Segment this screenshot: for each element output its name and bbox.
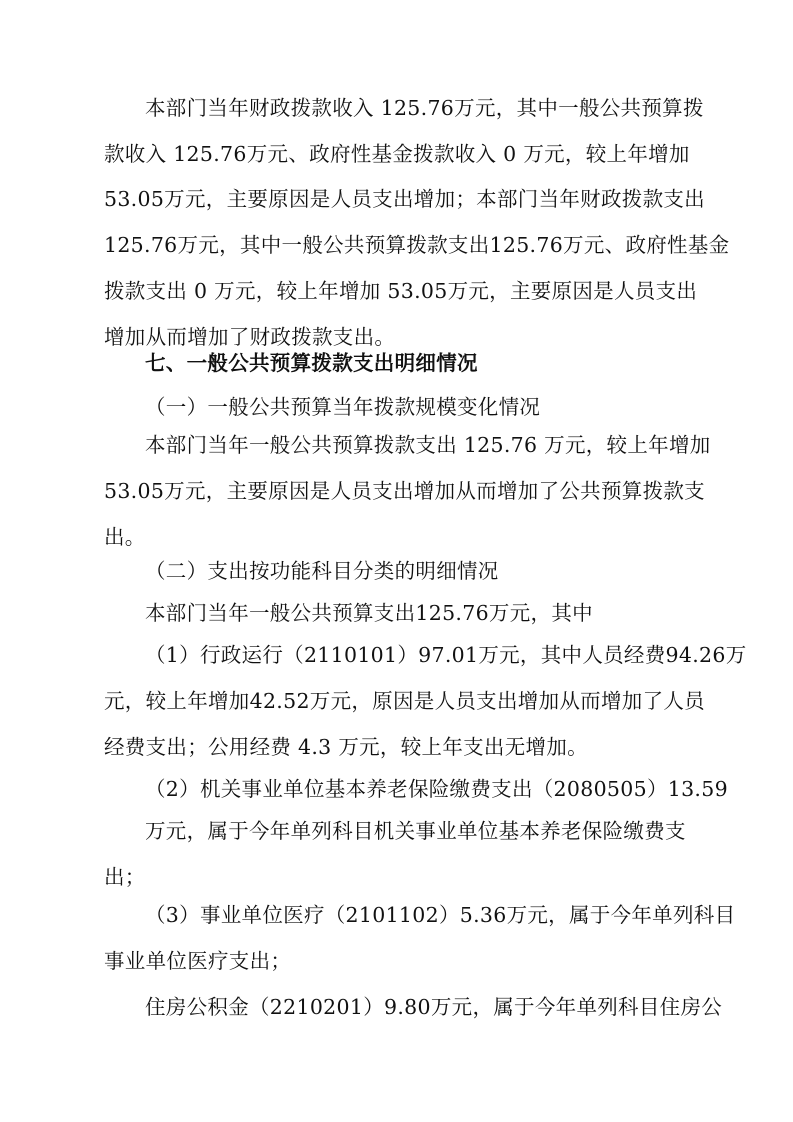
paragraph-line: 本部门当年一般公共预算拨款支出 125.76 万元，较上年增加: [145, 433, 711, 457]
paragraph-line: 53.05万元，主要原因是人员支出增加；本部门当年财政拨款支出: [104, 187, 705, 211]
paragraph-line: 款收入 125.76万元、政府性基金拨款收入 0 万元，较上年增加: [104, 142, 690, 166]
paragraph-line: （2）机关事业单位基本养老保险缴费支出（2080505）13.59: [145, 777, 728, 801]
section-heading: 七、一般公共预算拨款支出明细情况: [145, 351, 478, 375]
paragraph-line: 本部门当年一般公共预算支出125.76万元，其中: [145, 601, 593, 625]
paragraph-line: 事业单位医疗支出；: [104, 949, 292, 973]
paragraph-line: 经费支出；公用经费 4.3 万元，较上年支出无增加。: [104, 735, 588, 759]
paragraph-line: 出；: [104, 865, 146, 889]
paragraph-line: 本部门当年财政拨款收入 125.76万元，其中一般公共预算拨: [145, 96, 704, 120]
paragraph-line: 增加从而增加了财政拨款支出。: [104, 325, 396, 349]
subsection-heading: （二）支出按功能科目分类的明细情况: [145, 559, 499, 583]
paragraph-line: 万元，属于今年单列科目机关事业单位基本养老保险缴费支: [145, 819, 686, 843]
paragraph-line: 元，较上年增加42.52万元，原因是人员支出增加从而增加了人员: [104, 689, 705, 713]
paragraph-line: 出。: [104, 525, 146, 549]
paragraph-line: 125.76万元，其中一般公共预算拨款支出125.76万元、政府性基金: [104, 233, 730, 257]
paragraph-line: （1）行政运行（2110101）97.01万元，其中人员经费94.26万: [145, 643, 747, 667]
paragraph-line: 53.05万元，主要原因是人员支出增加从而增加了公共预算拨款支: [104, 479, 705, 503]
paragraph-line: （3）事业单位医疗（2101102）5.36万元，属于今年单列科目: [145, 903, 736, 927]
paragraph-line: 拨款支出 0 万元，较上年增加 53.05万元，主要原因是人员支出: [104, 279, 698, 303]
subsection-heading: （一）一般公共预算当年拨款规模变化情况: [145, 395, 541, 419]
paragraph-line: 住房公积金（2210201）9.80万元，属于今年单列科目住房公: [145, 995, 723, 1019]
